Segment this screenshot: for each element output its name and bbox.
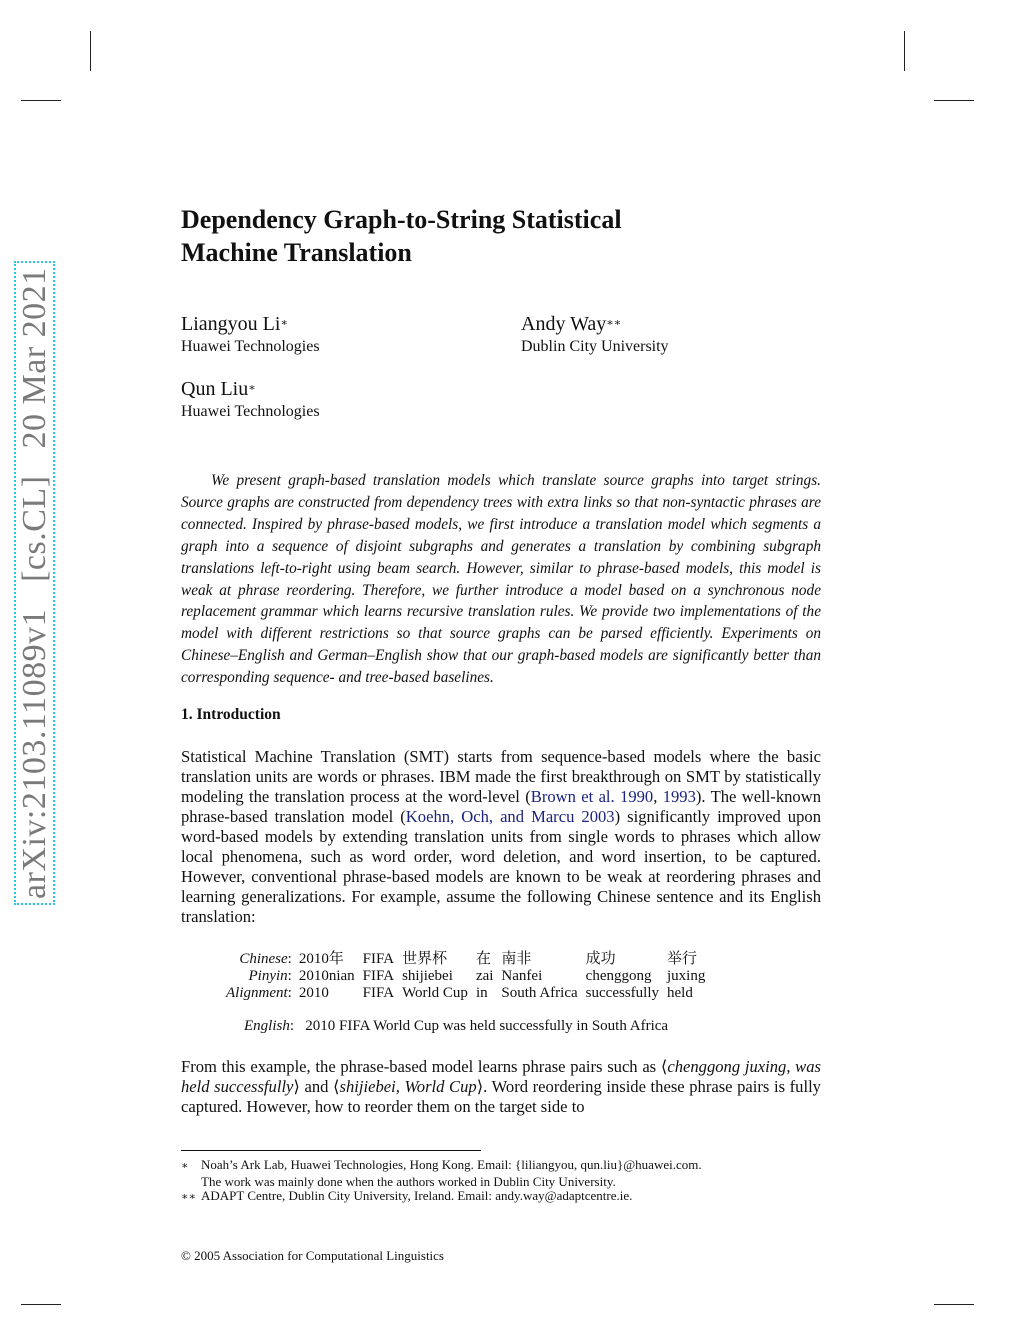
abstract: We present graph-based translation models which translate source graphs into target strings. Source graphs are constructed from dependency trees with extra links so that non-syntactic phrases are connected. Inspired by phrase-based models, we first introduce a translation model which segments a graph into a sequence of disjoint subgraphs and generates a translation by combining subgraph translations left-to-right using beam search. However, similar to phrase-based models, this model is weak at phrase reordering. Therefore, we further introduce a model based on a synchronous node replacement grammar which learns recursive translation rules. We provide two implementations of the model with different restrictions so that source graphs can be parsed efficiently. Experiments on Chinese–English and German–English show that our graph-based models are significantly better than corresponding sequence- and tree-based baselines.: [181, 472, 821, 687]
table-cell: juxing: [667, 968, 706, 984]
crop-mark-bottom-left-h: [21, 1304, 61, 1305]
crop-mark-top-right-h: [934, 100, 974, 101]
arxiv-category: [cs.CL]: [16, 475, 53, 582]
footnote-2: [181, 1188, 632, 1205]
author-mark: ∗: [248, 382, 256, 394]
crop-mark-top-left-h: [21, 100, 61, 101]
text-run: ⟩. Word reordering inside these phrase pairs is fully captured. However, how to reorder them on the target side to: [181, 1077, 821, 1116]
footnote-line: ADAPT Centre, Dublin City University, Ireland. Email: andy.way@adaptcentre.ie.: [201, 1188, 633, 1203]
author-affiliation: Huawei Technologies: [181, 403, 320, 420]
table-cell: Nanfei: [501, 968, 543, 984]
footnote-mark: ∗∗: [181, 1191, 196, 1203]
table-cell: FIFA: [362, 951, 395, 967]
section-title: Introduction: [196, 706, 281, 723]
citation-link[interactable]: 1993: [662, 787, 696, 806]
crop-mark-top-right: [904, 31, 905, 71]
example-row-alignment: [222, 985, 709, 1002]
author-mark: ∗∗: [606, 317, 622, 329]
title-line-2: Machine Translation: [181, 238, 412, 267]
table-cell: zai: [475, 968, 494, 984]
table-cell: 南非: [501, 951, 532, 967]
footnote-rule: [181, 1150, 481, 1151]
author-block-1: [181, 312, 320, 358]
example-row-chinese: [222, 951, 709, 968]
table-cell: 2010: [298, 985, 329, 1001]
author-name: Liangyou Li: [181, 313, 281, 335]
example-english-line: English: 2010 FIFA World Cup was held successfully in South Africa: [244, 1018, 669, 1034]
example-alignment-table: [222, 951, 709, 1002]
text-run: ⟩ and ⟨: [293, 1077, 340, 1096]
section-heading: [181, 706, 281, 724]
intro-paragraph-1: [181, 747, 821, 927]
arxiv-stamp[interactable]: [16, 261, 54, 905]
row-label: Chinese:: [239, 951, 292, 967]
title-line-1: Dependency Graph-to-String Statistical: [181, 205, 622, 234]
citation-link[interactable]: Brown et al. 1990: [530, 787, 654, 806]
table-cell: 2010年: [298, 951, 344, 967]
table-cell: World Cup: [402, 985, 468, 1001]
author-name: Qun Liu: [181, 378, 249, 400]
row-label: Pinyin:: [248, 968, 292, 984]
section-number: 1.: [181, 706, 193, 723]
text-run: ). The well-known phrase-based translation model (: [181, 787, 821, 826]
footnote-mark: ∗: [181, 1160, 189, 1172]
text-run: ) significantly improved upon word-based models by extending translation units from single words to phrases which allow local phenomena, such as word order, word deletion, and word insertion, to be captured. However, conventional phrase-based models are known to be weak at reordering phrases and learning generalizations. For example, assume the following Chinese sentence and its English translation:: [181, 807, 821, 926]
table-cell: 在: [475, 951, 491, 967]
text-run: Statistical Machine Translation (SMT) starts from sequence-based models where the basic translation units are words or phrases. IBM made the first breakthrough on SMT by statistically modeling the translation process at the word-level (: [181, 747, 821, 806]
arxiv-date: 20 Mar 2021: [16, 267, 53, 449]
footnote-1: [181, 1157, 702, 1189]
phrase-pair: shijiebei, World Cup: [339, 1077, 477, 1096]
arxiv-id: arXiv:2103.11089v1: [16, 608, 53, 899]
table-cell: 举行: [667, 951, 698, 967]
crop-mark-top-left: [90, 31, 91, 71]
author-mark: ∗: [280, 317, 288, 329]
footnote-line: Noah’s Ark Lab, Huawei Technologies, Hong Kong. Email: {liliangyou, qun.liu}@huawei.com.: [201, 1157, 702, 1172]
table-cell: chenggong: [585, 968, 652, 984]
table-cell: 世界杯: [402, 951, 448, 967]
english-label: English: [244, 1018, 290, 1034]
footnote-line: The work was mainly done when the authors worked in Dublin City University.: [201, 1174, 616, 1189]
copyright-notice: © 2005 Association for Computational Linguistics: [181, 1248, 444, 1263]
table-cell: FIFA: [362, 985, 395, 1001]
author-affiliation: Huawei Technologies: [181, 338, 320, 355]
table-cell: 2010nian: [298, 968, 355, 984]
crop-mark-bottom-right-h: [934, 1304, 974, 1305]
table-cell: held: [667, 985, 693, 1001]
author-block-3: [181, 377, 320, 423]
author-affiliation: Dublin City University: [521, 338, 669, 355]
english-translation: 2010 FIFA World Cup was held successfully in South Africa: [305, 1018, 669, 1034]
table-cell: successfully: [585, 985, 659, 1001]
example-row-pinyin: [222, 968, 709, 985]
intro-paragraph-2: [181, 1057, 821, 1117]
paper-title: [181, 203, 741, 269]
row-label: Alignment:: [226, 985, 292, 1001]
table-cell: FIFA: [362, 968, 395, 984]
phrase-pair: chenggong juxing, was held successfully: [181, 1057, 821, 1096]
text-run: From this example, the phrase-based model learns phrase pairs such as ⟨: [181, 1057, 668, 1076]
table-cell: shijiebei: [402, 968, 453, 984]
text-run: ,: [653, 787, 663, 806]
table-cell: South Africa: [501, 985, 578, 1001]
author-name: Andy Way: [521, 313, 607, 335]
table-cell: in: [475, 985, 488, 1001]
citation-link[interactable]: Koehn, Och, and Marcu 2003: [405, 807, 615, 826]
table-cell: 成功: [585, 951, 616, 967]
author-block-2: [521, 312, 669, 358]
